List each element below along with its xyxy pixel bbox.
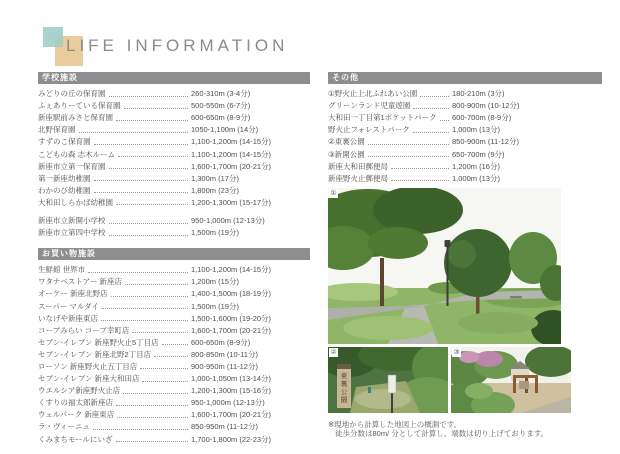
list-item bbox=[328, 135, 602, 147]
list-item bbox=[328, 87, 602, 99]
item-distance: 500-550m (6-7分) bbox=[191, 101, 251, 111]
item-distance: 1,200m (15分) bbox=[191, 277, 239, 287]
item-name: ウエルシア新座野火止店 bbox=[38, 386, 121, 396]
item-name: コープみらい コープ幸町店 bbox=[38, 325, 130, 335]
dotted-leader bbox=[109, 168, 189, 169]
dotted-leader bbox=[140, 368, 188, 369]
item-distance: 1,100-1,200m (14-15分) bbox=[191, 137, 272, 147]
list-item bbox=[38, 160, 310, 172]
dotted-leader bbox=[162, 344, 188, 345]
item-name: オーケー 新座北野店 bbox=[38, 289, 108, 299]
logo-square-teal bbox=[43, 27, 63, 47]
dotted-leader bbox=[117, 417, 188, 418]
dotted-leader bbox=[118, 156, 188, 157]
item-name: ウェルパーク 新座東店 bbox=[38, 410, 115, 420]
item-distance: 180-210m (3分) bbox=[452, 89, 505, 99]
list-item bbox=[38, 172, 310, 184]
section-shopping-facilities bbox=[38, 248, 310, 444]
sign-char-2: 裏 bbox=[340, 380, 348, 388]
item-distance: 950-1,000m (12-13分) bbox=[191, 398, 265, 408]
item-distance: 800-850m (10-11分) bbox=[191, 349, 258, 359]
list-item bbox=[38, 226, 310, 238]
dotted-leader bbox=[109, 223, 189, 224]
dotted-leader bbox=[94, 192, 189, 193]
dotted-leader bbox=[368, 144, 449, 145]
item-name: 新座大和田郵便局 bbox=[328, 161, 388, 171]
left-column bbox=[38, 72, 310, 445]
list-item bbox=[38, 348, 310, 360]
item-distance: 1,200-1,300m (15-17分) bbox=[191, 197, 272, 207]
item-distance: 950-1,000m (12-13分) bbox=[191, 216, 265, 226]
dotted-leader bbox=[109, 96, 189, 97]
item-name: くすりの福太郎新座店 bbox=[38, 398, 113, 408]
page-title: LIFE INFORMATION bbox=[66, 36, 289, 55]
right-column bbox=[328, 72, 602, 439]
item-name: 新座市立第四中学校 bbox=[38, 228, 106, 238]
section-header-other: その他 bbox=[328, 72, 602, 84]
footnote-line-2: 徒歩分数は80m/ 分として計算し、端数は切り上げております。 bbox=[335, 429, 549, 439]
list-item bbox=[38, 408, 310, 420]
list-item bbox=[38, 99, 310, 111]
dotted-leader bbox=[124, 108, 189, 109]
item-name: みどりの丘の保育園 bbox=[38, 89, 106, 99]
item-distance: 1,200-1,300m (15-16分) bbox=[191, 386, 272, 396]
dotted-leader bbox=[440, 120, 449, 121]
item-distance: 600-650m (8-9分) bbox=[191, 113, 251, 123]
item-distance: 1,600-1,700m (20-21分) bbox=[191, 325, 272, 335]
list-item bbox=[38, 214, 310, 226]
dotted-leader bbox=[109, 235, 189, 236]
list-item bbox=[38, 372, 310, 384]
item-distance: 1,700-1,800m (22-23分) bbox=[191, 434, 272, 444]
item-name: 新座市立新開小学校 bbox=[38, 216, 106, 226]
item-distance: 1,200m (16分) bbox=[452, 161, 500, 171]
dotted-leader bbox=[391, 180, 449, 181]
list-item bbox=[38, 384, 310, 396]
item-distance: 600-700m (8-9分) bbox=[452, 113, 512, 123]
sign-char-1: 東 bbox=[340, 372, 348, 380]
dotted-leader bbox=[125, 284, 188, 285]
dotted-leader bbox=[123, 393, 188, 394]
list-item bbox=[38, 275, 310, 287]
school-list-elementary bbox=[38, 214, 310, 238]
sign-char-3: 公 bbox=[340, 388, 348, 396]
item-distance: 1,000m (13分) bbox=[452, 125, 500, 135]
dotted-leader bbox=[79, 132, 189, 133]
dotted-leader bbox=[116, 405, 188, 406]
item-name: くみまちモールにいざ bbox=[38, 434, 113, 444]
list-item bbox=[38, 123, 310, 135]
item-distance: 1,100-1,200m (14-15分) bbox=[191, 265, 272, 275]
list-item bbox=[38, 184, 310, 196]
shopping-list bbox=[38, 263, 310, 444]
list-item bbox=[38, 299, 310, 311]
item-name: 大和田しらかば幼稚園 bbox=[38, 197, 113, 207]
item-distance: 1,600-1,700m (20-21分) bbox=[191, 410, 272, 420]
dotted-leader bbox=[142, 381, 188, 382]
item-name: 生鮮館 世界市 bbox=[38, 265, 86, 275]
photo-pair bbox=[328, 347, 602, 413]
item-name: ③新開公園 bbox=[328, 149, 365, 159]
list-item bbox=[38, 324, 310, 336]
section-header-shopping: お買い物施設 bbox=[38, 248, 310, 260]
item-name: グリーンランド児童遊園 bbox=[328, 101, 411, 111]
other-list bbox=[328, 87, 602, 184]
item-name: セブン-イレブン 新座北野2丁目店 bbox=[38, 349, 152, 359]
item-distance: 850-900m (11-12分) bbox=[452, 137, 519, 147]
item-name: ローソン 新座野火止五丁目店 bbox=[38, 361, 138, 371]
item-name: ①野火止上北ふれあい公園 bbox=[328, 89, 418, 99]
item-name: 第一新座幼稚園 bbox=[38, 173, 91, 183]
item-name: 野火止フォレストパーク bbox=[328, 125, 410, 135]
park-photo-3 bbox=[451, 347, 571, 413]
footnote-line-1: ※現地から計算した地図上の概測です。 bbox=[328, 419, 462, 429]
park-photo-3-illustration bbox=[451, 347, 571, 413]
list-item bbox=[328, 99, 602, 111]
item-distance: 1,500-1,600m (19-20分) bbox=[191, 313, 272, 323]
park-photo-2 bbox=[328, 347, 448, 413]
list-item bbox=[38, 135, 310, 147]
item-distance: 650-700m (9分) bbox=[452, 149, 505, 159]
section-school-facilities bbox=[38, 72, 310, 238]
dotted-leader bbox=[94, 144, 188, 145]
dotted-leader bbox=[93, 429, 188, 430]
list-item bbox=[328, 111, 602, 123]
park-photo-1-illustration bbox=[328, 188, 561, 344]
item-name: 新座駅前みさと保育園 bbox=[38, 113, 113, 123]
list-item bbox=[328, 160, 602, 172]
item-name: セブン-イレブン 新座大和田店 bbox=[38, 374, 140, 384]
item-distance: 1,000m (13分) bbox=[452, 173, 500, 183]
item-name: 北野保育園 bbox=[38, 125, 76, 135]
list-item bbox=[38, 111, 310, 123]
list-item bbox=[38, 87, 310, 99]
item-name: ワタナベストアー 新座店 bbox=[38, 277, 123, 287]
list-item bbox=[328, 147, 602, 159]
dotted-leader bbox=[132, 332, 188, 333]
item-name: ふぇありーている保育園 bbox=[38, 101, 121, 111]
list-item bbox=[38, 336, 310, 348]
dotted-leader bbox=[116, 441, 188, 442]
item-distance: 900-950m (11-12分) bbox=[191, 361, 258, 371]
photo-3-number-badge: ③ bbox=[453, 348, 460, 356]
item-name: スーパー マルダイ bbox=[38, 301, 99, 311]
item-name: セブン-イレブン 新座野火止5丁目店 bbox=[38, 337, 159, 347]
park-photo-2-illustration bbox=[328, 347, 448, 413]
dotted-leader bbox=[116, 204, 188, 205]
list-item bbox=[328, 123, 602, 135]
item-name: ②東裏公園 bbox=[328, 137, 365, 147]
dotted-leader bbox=[102, 308, 188, 309]
item-name: 新座野火止郵便局 bbox=[328, 173, 388, 183]
item-distance: 1,500m (19分) bbox=[191, 301, 239, 311]
dotted-leader bbox=[154, 356, 188, 357]
item-distance: 800-900m (10-12分) bbox=[452, 101, 520, 111]
dotted-leader bbox=[111, 296, 188, 297]
list-item bbox=[38, 432, 310, 444]
list-item bbox=[328, 172, 602, 184]
list-item bbox=[38, 396, 310, 408]
dotted-leader bbox=[116, 120, 188, 121]
item-distance: 1050-1,100m (14分) bbox=[191, 125, 259, 135]
item-name: いなげや新座東店 bbox=[38, 313, 98, 323]
item-distance: 1,600-1,700m (20-21分) bbox=[191, 161, 272, 171]
section-header-school: 学校施設 bbox=[38, 72, 310, 84]
item-distance: 1,100-1,200m (14-15分) bbox=[191, 149, 272, 159]
list-item bbox=[38, 147, 310, 159]
list-item bbox=[38, 263, 310, 275]
item-distance: 850-950m (11-12分) bbox=[191, 422, 258, 432]
list-item bbox=[38, 196, 310, 208]
item-name: すずのこ保育園 bbox=[38, 137, 91, 147]
school-list bbox=[38, 87, 310, 208]
footnote bbox=[328, 420, 602, 439]
item-distance: 1,400-1,500m (18-19分) bbox=[191, 289, 272, 299]
item-distance: 260-310m (3-4分) bbox=[191, 89, 251, 99]
dotted-leader bbox=[94, 180, 189, 181]
dotted-leader bbox=[101, 320, 188, 321]
list-item bbox=[38, 360, 310, 372]
list-item bbox=[38, 420, 310, 432]
photo-1-number-badge: ① bbox=[330, 189, 337, 197]
list-item bbox=[38, 287, 310, 299]
item-distance: 1,800m (23分) bbox=[191, 185, 239, 195]
dotted-leader bbox=[413, 132, 449, 133]
dotted-leader bbox=[88, 272, 188, 273]
photo-2-number-badge: ② bbox=[330, 348, 337, 356]
item-distance: 1,500m (19分) bbox=[191, 228, 239, 238]
item-name: ラ・ヴィーニュ bbox=[38, 422, 91, 432]
dotted-leader bbox=[420, 96, 449, 97]
section-other bbox=[328, 72, 602, 184]
dotted-leader bbox=[391, 168, 449, 169]
item-name: 新座市立第一保育園 bbox=[38, 161, 106, 171]
item-distance: 1,000-1,050m (13-14分) bbox=[191, 374, 272, 384]
list-item bbox=[38, 312, 310, 324]
item-name: こどもの森 志木ルーム bbox=[38, 149, 116, 159]
item-name: わかのび幼稚園 bbox=[38, 185, 91, 195]
item-distance: 1,300m (17分) bbox=[191, 173, 239, 183]
sign-char-4: 園 bbox=[340, 396, 348, 404]
dotted-leader bbox=[413, 108, 449, 109]
dotted-leader bbox=[368, 156, 449, 157]
item-distance: 600-650m (8-9分) bbox=[191, 337, 251, 347]
park-photo-1 bbox=[328, 188, 561, 344]
item-name: 大和田一丁目第1ポケットパーク bbox=[328, 113, 437, 123]
